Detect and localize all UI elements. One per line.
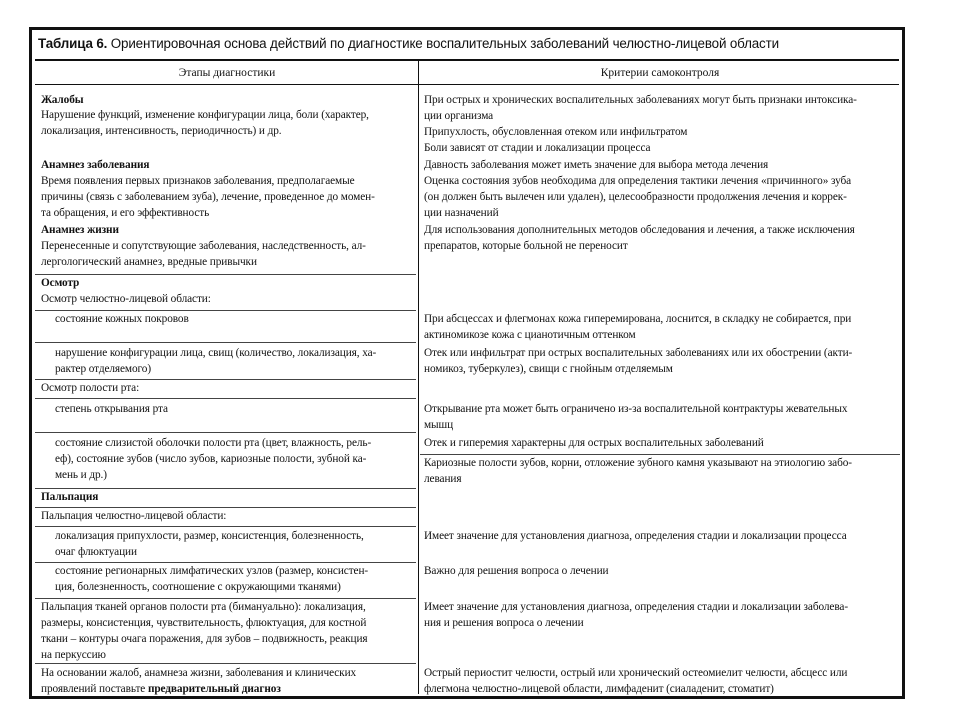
criteria-teeth-1: Кариозные полости зубов, корни, отложение зубного камня указывают на этиологию забо- xyxy=(424,457,852,469)
row-divider xyxy=(35,562,416,563)
life-text-1: Перенесенные и сопутствующие заболевания, наследственность, ал- xyxy=(41,240,366,252)
exam-skin: состояние кожных покровов xyxy=(55,313,189,325)
criteria-complaints-4: Боли зависят от стадии и локализации процесса xyxy=(424,142,651,154)
column-header-stages: Этапы диагностики xyxy=(178,67,276,79)
table-number: Таблица 6. xyxy=(38,36,108,51)
diagnosis-text-2a: проявлений поставьте xyxy=(41,683,148,695)
complaints-text-2: локализация, интенсивность, периодичность) и др. xyxy=(41,125,282,137)
table-title xyxy=(38,36,896,52)
row-divider xyxy=(35,398,416,399)
anamnesis-text-3: та обращения, и его эффективность xyxy=(41,207,210,219)
row-divider xyxy=(35,310,416,311)
palp-mouth-1: Пальпация тканей органов полости рта (бимануально): локализация, xyxy=(41,601,366,613)
criteria-anamnesis-1: Давность заболевания может иметь значение для выбора метода лечения xyxy=(424,159,769,171)
diagnosis-text-2 xyxy=(41,682,413,698)
section-anamnesis: Анамнез заболевания xyxy=(41,159,150,171)
criteria-swelling: Имеет значение для установления диагноза, определения стадии и локализации процесса xyxy=(424,530,847,542)
life-text-2: лергологический анамнез, вредные привычки xyxy=(41,256,257,268)
section-life-history: Анамнез жизни xyxy=(41,224,119,236)
exam-mouth-opening: степень открывания рта xyxy=(55,403,168,415)
criteria-complaints-3: Припухлость, обусловленная отеком или инфильтратом xyxy=(424,126,688,138)
criteria-complaints-1: При острых и хронических воспалительных заболеваниях могут быть признаки интоксика- xyxy=(424,94,857,106)
criteria-teeth-2: левания xyxy=(424,473,462,485)
row-divider xyxy=(35,663,416,664)
exam-mucosa-2: еф), состояние зубов (число зубов, кариозные полости, зубной ка- xyxy=(55,453,367,465)
criteria-mucosa: Отек и гиперемия характерны для острых воспалительных заболеваний xyxy=(424,437,764,449)
criteria-lymph: Важно для решения вопроса о лечении xyxy=(424,565,609,577)
criteria-diagnosis-2: флегмона челюстно-лицевой области, лимфаденит (сиаладенит, стоматит) xyxy=(424,683,774,695)
column-divider xyxy=(418,60,419,694)
palp-lymph-2: ция, болезненность, соотношение с окружающими тканями) xyxy=(55,581,341,593)
palp-face-label: Пальпация челюстно-лицевой области: xyxy=(41,510,227,522)
row-divider xyxy=(420,454,900,455)
section-palpation: Пальпация xyxy=(41,491,99,503)
row-divider xyxy=(35,432,416,433)
row-divider xyxy=(35,488,416,489)
anamnesis-text-1: Время появления первых признаков заболевания, предполагаемые xyxy=(41,175,355,187)
criteria-anamnesis-4: ции назначений xyxy=(424,207,499,219)
header-divider xyxy=(35,84,899,85)
title-divider xyxy=(35,59,899,61)
criteria-diagnosis-1: Острый периостит челюсти, острый или хронический остеомиелит челюсти, абсцесс или xyxy=(424,667,848,679)
criteria-life-2: препаратов, которые больной не переносит xyxy=(424,240,628,252)
criteria-skin-2: актиномикозе кожа с цианотичным оттенком xyxy=(424,329,636,341)
section-examination: Осмотр xyxy=(41,277,80,289)
palp-swelling-2: очаг флюктуации xyxy=(55,546,137,558)
exam-mouth-label: Осмотр полости рта: xyxy=(41,382,140,394)
row-divider xyxy=(35,526,416,527)
preliminary-diagnosis: предварительный диагноз xyxy=(147,683,281,695)
criteria-config-1: Отек или инфильтрат при острых воспалительных заболеваниях или их обострении (акти- xyxy=(424,347,853,359)
column-header-criteria: Критерии самоконтроля xyxy=(600,67,720,79)
exam-mucosa-1: состояние слизистой оболочки полости рта (цвет, влажность, рель- xyxy=(55,437,372,449)
table-frame xyxy=(29,27,905,699)
section-complaints: Жалобы xyxy=(41,94,84,106)
criteria-skin-1: При абсцессах и флегмонах кожа гиперемирована, лоснится, в складку не собирается, при xyxy=(424,313,852,325)
table-title-text: Ориентировочная основа действий по диагностике воспалительных заболеваний челюстно-лицевой области xyxy=(107,36,779,51)
palp-lymph-1: состояние регионарных лимфатических узлов (размер, консистен- xyxy=(55,565,369,577)
row-divider xyxy=(35,598,416,599)
exam-config-1: нарушение конфигурации лица, свищ (количество, локализация, ха- xyxy=(55,347,377,359)
row-divider xyxy=(35,379,416,380)
exam-config-2: рактер отделяемого) xyxy=(55,363,151,375)
row-divider xyxy=(35,274,416,275)
palp-mouth-3: ткани – контуры очага поражения, для зубов – подвижность, реакция xyxy=(41,633,368,645)
diagnosis-text-1: На основании жалоб, анамнеза жизни, заболевания и клинических xyxy=(41,667,357,679)
criteria-config-2: номикоз, туберкулез), свищи с гнойным отделяемым xyxy=(424,363,673,375)
anamnesis-text-2: причины (связь с заболеванием зуба), лечение, проведенное до момен- xyxy=(41,191,375,203)
criteria-life-1: Для использования дополнительных методов обследования и лечения, а также исключения xyxy=(424,224,855,236)
exam-face-label: Осмотр челюстно-лицевой области: xyxy=(41,293,211,305)
row-divider xyxy=(35,507,416,508)
palp-mouth-2: размеры, консистенция, чувствительность, флюктуация, для костной xyxy=(41,617,367,629)
criteria-palpation-1: Имеет значение для установления диагноза, определения стадии и локализации заболева- xyxy=(424,601,848,613)
exam-mucosa-3: мень и др.) xyxy=(55,469,107,481)
criteria-opening-1: Открывание рта может быть ограничено из-за воспалительной контрактуры жевательных xyxy=(424,403,848,415)
criteria-anamnesis-2: Оценка состояния зубов необходима для определения тактики лечения «причинного» зуба xyxy=(424,175,852,187)
row-divider xyxy=(35,342,416,343)
palp-mouth-4: на перкуссию xyxy=(41,649,106,661)
criteria-anamnesis-3: (он должен быть вылечен или удален), целесообразности продолжения лечения и коррек- xyxy=(424,191,847,203)
complaints-text-1: Нарушение функций, изменение конфигурации лица, боли (характер, xyxy=(41,109,369,121)
criteria-opening-2: мышц xyxy=(424,419,454,431)
criteria-complaints-2: ции организма xyxy=(424,110,494,122)
criteria-palpation-2: ния и решения вопроса о лечении xyxy=(424,617,584,629)
palp-swelling-1: локализация припухлости, размер, консистенция, болезненность, xyxy=(55,530,364,542)
